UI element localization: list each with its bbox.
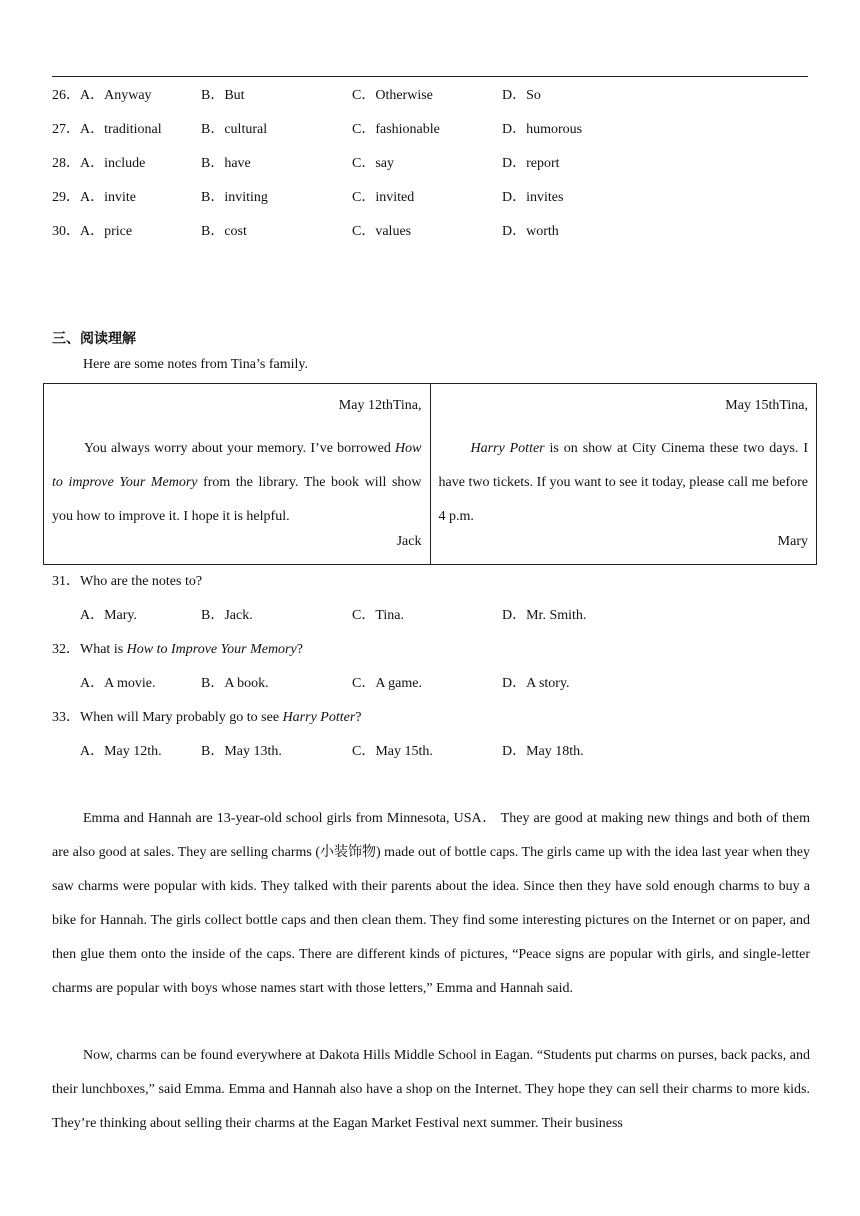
question-text: ? xyxy=(296,642,303,657)
option-a: A．include xyxy=(80,156,146,171)
question-32 xyxy=(52,640,303,660)
option-b: B．But xyxy=(201,88,245,103)
option-d: D．worth xyxy=(502,224,559,239)
movie-title: Harry Potter xyxy=(282,710,356,725)
option-b: B．May 13th. xyxy=(201,744,282,759)
option-b: B．cultural xyxy=(201,122,268,137)
movie-title: Harry Potter xyxy=(470,441,545,456)
option-a: A．Mary. xyxy=(80,608,138,623)
option-c: C．A game. xyxy=(352,676,422,691)
option-a: A．invite xyxy=(80,190,136,205)
section-title: 三、阅读理解 xyxy=(52,331,136,347)
question-number: 27． xyxy=(52,122,80,137)
option-c: C．Tina. xyxy=(352,608,405,623)
question-number: 30． xyxy=(52,224,80,239)
question-number: 28． xyxy=(52,156,80,171)
option-c: C．May 15th. xyxy=(352,744,433,759)
option-b: B．cost xyxy=(201,224,247,239)
option-d: D．May 18th. xyxy=(502,744,584,759)
option-b: B．inviting xyxy=(201,190,268,205)
question-number: 26． xyxy=(52,88,80,103)
option-c: C．invited xyxy=(352,190,415,205)
option-d: D．humorous xyxy=(502,122,583,137)
option-a: A．price xyxy=(80,224,133,239)
passage-paragraph-1: Emma and Hannah are 13-year-old school girls from Minnesota, USA． They are good at making new things and both of them are also good at sales. They are selling charms (小装饰物) made out of bottle caps. The girls came up with the idea last year when they saw charms were popular with kids. They talked with their parents about the idea. Since then they have sold enough charms to buy a bike for Hannah. The girls collect bottle caps and then clean them. They find some interesting pictures on the Internet or on paper, and then glue them onto the inside of the caps. There are different kinds of pictures, “Peace signs are popular with girls, and single-letter charms are popular with boys whose names start with those letters,” Emma and Hannah said. xyxy=(52,811,810,996)
top-rule xyxy=(52,76,808,77)
option-c: C．say xyxy=(352,156,394,171)
notes-table xyxy=(43,383,817,565)
book-title: How to improve Your Memory xyxy=(52,441,422,490)
note-left xyxy=(44,384,431,565)
note-right xyxy=(430,384,817,565)
note-text: from the library. The book will show you how to improve it. I hope it is helpful. xyxy=(52,475,422,524)
note-text: You always worry about your memory. I’ve borrowed xyxy=(84,441,396,456)
option-c: C．Otherwise xyxy=(352,88,433,103)
option-a: A．A movie. xyxy=(80,676,156,691)
note-date: May 12thTina, xyxy=(338,398,422,413)
option-b: B．A book. xyxy=(201,676,269,691)
note-body xyxy=(52,432,422,534)
option-d: D．invites xyxy=(502,190,564,205)
question-number: 29． xyxy=(52,190,80,205)
option-b: B．Jack. xyxy=(201,608,253,623)
question-text: ? xyxy=(355,710,362,725)
note-signature: Mary xyxy=(777,534,808,549)
question-33 xyxy=(52,708,362,728)
book-title: How to Improve Your Memory xyxy=(126,642,297,657)
note-text: is on show at City Cinema these two days. I have two tickets. If you want to see it today, please call me before 4 p.m. xyxy=(438,441,808,524)
passage-paragraph-2: Now, charms can be found everywhere at Dakota Hills Middle School in Eagan. “Students put charms on purses, back packs, and their lunchboxes,” said Emma. Emma and Hannah also have a shop on the Internet. They hope they can sell their charms to more kids. They’re thinking about selling their charms at the Eagan Market Festival next summer. Their business xyxy=(52,1048,810,1131)
option-c: C．values xyxy=(352,224,412,239)
question-text: 33．When will Mary probably go to see xyxy=(52,710,283,725)
option-a: A．Anyway xyxy=(80,88,152,103)
note-date: May 15thTina, xyxy=(725,398,808,413)
option-b: B．have xyxy=(201,156,251,171)
question-text: 32．What is xyxy=(52,642,127,657)
question-31: 31．Who are the notes to? xyxy=(52,574,203,589)
note-signature: Jack xyxy=(396,534,422,549)
intro-text: Here are some notes from Tina’s family. xyxy=(83,357,308,372)
option-d: D．A story. xyxy=(502,676,570,691)
option-d: D．Mr. Smith. xyxy=(502,608,587,623)
option-d: D．report xyxy=(502,156,560,171)
option-a: A．traditional xyxy=(80,122,162,137)
option-c: C．fashionable xyxy=(352,122,440,137)
note-body xyxy=(439,432,809,534)
option-a: A．May 12th. xyxy=(80,744,162,759)
option-d: D．So xyxy=(502,88,541,103)
